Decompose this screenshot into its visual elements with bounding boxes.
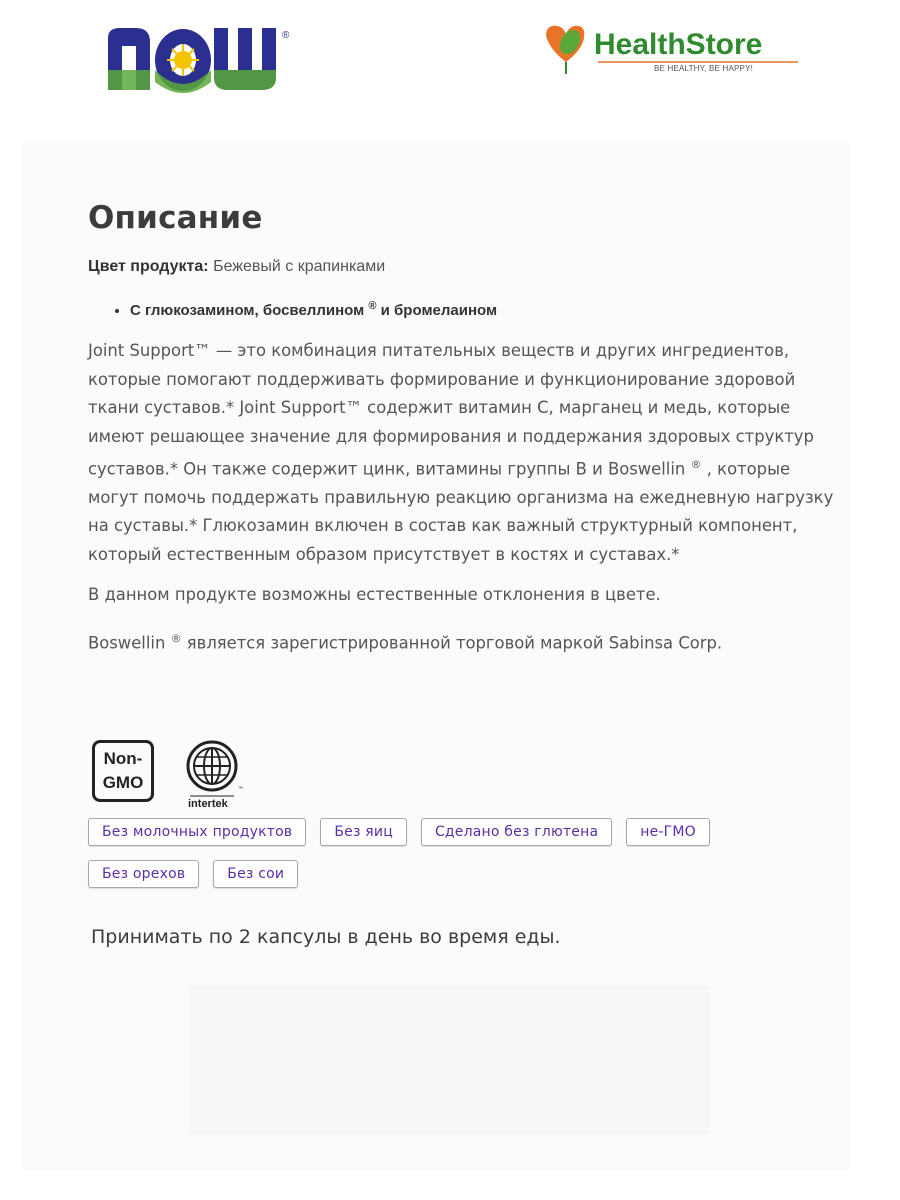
feature-text-tail: и бромелаином bbox=[380, 302, 498, 319]
section-title: Описание bbox=[88, 200, 263, 236]
tag-row-2 bbox=[88, 860, 788, 888]
dosage-instructions: Принимать по 2 капсулы в день во время еды. bbox=[91, 926, 561, 948]
registered-mark: ® bbox=[368, 300, 377, 312]
feature-list bbox=[88, 300, 838, 319]
faint-background-block bbox=[190, 985, 710, 1135]
trademark-note bbox=[88, 625, 838, 657]
tag-non-gmo[interactable]: не-ГМО bbox=[626, 818, 710, 846]
tag-gluten-free[interactable]: Сделано без глютена bbox=[421, 818, 612, 846]
non-gmo-line1: Non- bbox=[103, 749, 143, 768]
product-color-value: Бежевый с крапинками bbox=[213, 258, 386, 275]
now-brand-logo bbox=[106, 24, 320, 94]
non-gmo-line2: GMO bbox=[102, 773, 144, 792]
store-tagline: BE HEALTHY, BE HAPPY! bbox=[654, 64, 754, 73]
non-gmo-badge bbox=[92, 740, 154, 802]
feature-text: С глюкозамином, босвеллином bbox=[130, 302, 365, 319]
heart-leaf-icon bbox=[546, 26, 584, 74]
tag-dairy-free[interactable]: Без молочных продуктов bbox=[88, 818, 306, 846]
healthstore-wordmark: HealthStore bbox=[594, 28, 763, 61]
main-description-part1: Joint Support™ — это комбинация питательных веществ и других ингредиентов, которые помогают поддерживать формирование и функционирование здоровой ткани суставов.* Joint Support™ содержит витамин C, марганец и медь, которые имеют решающее значение для формирования и поддержания здоровых структур суставов.* Он также содержит цинк, витамины группы B и Boswellin bbox=[88, 341, 814, 479]
description-section bbox=[88, 200, 838, 674]
tag-egg-free[interactable]: Без яиц bbox=[320, 818, 407, 846]
product-color-line bbox=[88, 258, 838, 276]
main-description bbox=[88, 337, 838, 569]
header bbox=[0, 0, 900, 110]
registered-mark: ® bbox=[170, 632, 182, 646]
tag-soy-free[interactable]: Без сои bbox=[213, 860, 298, 888]
tag-nut-free[interactable]: Без орехов bbox=[88, 860, 199, 888]
feature-item bbox=[130, 300, 838, 319]
svg-text:™: ™ bbox=[238, 786, 243, 792]
product-color-label: Цвет продукта: bbox=[88, 258, 209, 275]
intertek-label: intertek bbox=[188, 798, 228, 810]
svg-text:®: ® bbox=[282, 30, 290, 41]
trademark-name: Boswellin bbox=[88, 633, 166, 653]
diet-tags bbox=[88, 818, 788, 902]
tag-row-1 bbox=[88, 818, 788, 846]
registered-mark: ® bbox=[690, 458, 702, 471]
main-description-part2: , которые могут помочь поддержать правильную реакцию организма на ежедневную нагрузку на суставы.* Глюкозамин включен в состав как важный структурный компонент, который естественным образом присутствует в костях и суставах.* bbox=[88, 459, 834, 564]
intertek-globe-icon bbox=[186, 738, 246, 812]
certification-badges bbox=[92, 738, 262, 812]
trademark-text: является зарегистрированной торговой маркой Sabinsa Corp. bbox=[186, 633, 723, 653]
color-variation-note: В данном продукте возможны естественные отклонения в цвете. bbox=[88, 585, 661, 605]
